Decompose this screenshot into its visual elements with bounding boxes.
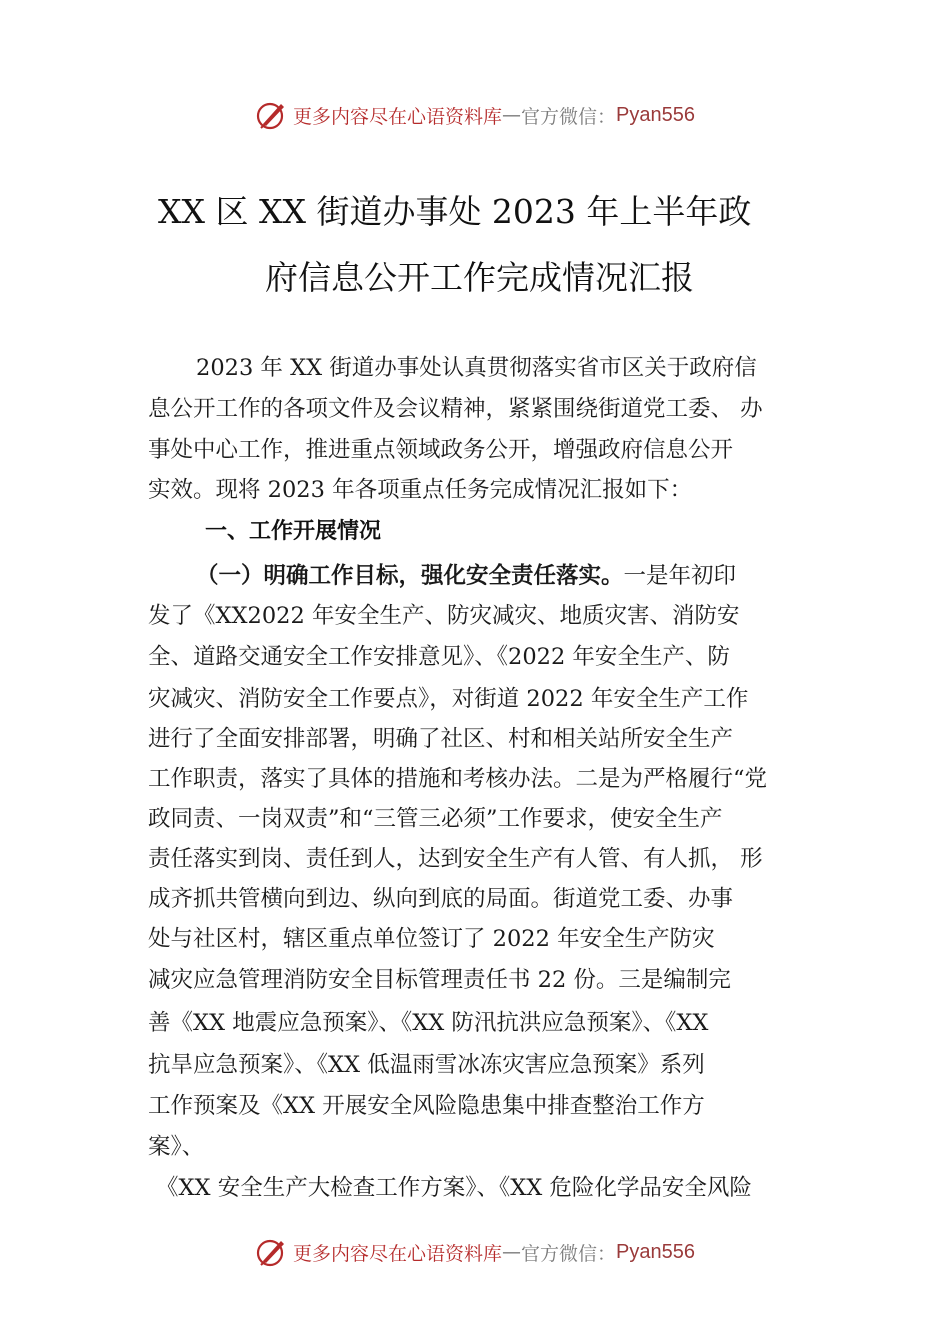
body-line: 实效。现将 2023 年各项重点任务完成情况汇报如下： [148, 477, 693, 503]
watermark-label: 官方微信： [521, 105, 617, 128]
body-line: 善《XX 地震应急预案》、《XX 防汛抗洪应急预案》、《XX [148, 1010, 709, 1036]
body-line: 进行了全面安排部署，明确了社区、村和相关站所安全生产 [148, 726, 734, 752]
watermark-separator: — [502, 104, 522, 126]
quill-logo-icon [255, 98, 289, 132]
watermark-label: 官方微信： [521, 1242, 617, 1265]
document-title-line-1: XX 区 XX 街道办事处 2023 年上半年政 [158, 192, 752, 231]
body-line: 事处中心工作，推进重点领域政务公开，增强政府信息公开 [148, 437, 734, 463]
section-heading: 一、工作开展情况 [205, 519, 382, 544]
body-line: 工作预案及《XX 开展安全风险隐患集中排查整治工作方 [148, 1093, 705, 1119]
subsection-line [196, 558, 736, 590]
watermark-main-text: 更多内容尽在心语资料库 [293, 1242, 503, 1265]
body-line: 工作职责，落实了具体的措施和考核办法。二是为严格履行“党 [148, 766, 768, 792]
watermark-main-text: 更多内容尽在心语资料库 [293, 105, 503, 128]
watermark-separator: — [502, 1241, 522, 1263]
body-line: 处与社区村，辖区重点单位签订了 2022 年安全生产防灾 [148, 926, 715, 952]
body-line: 减灾应急管理消防安全目标管理责任书 22 份。三是编制完 [148, 967, 731, 993]
watermark-wechat-id: Pyan556 [616, 103, 695, 126]
body-line: 责任落实到岗、责任到人，达到安全生产有人管、有人抓， 形 [148, 846, 763, 872]
body-line: 政同责、一岗双责”和“三管三必须”工作要求，使安全生产 [148, 806, 723, 832]
watermark-top [0, 95, 950, 135]
subsection-text: 一是年初印 [623, 563, 737, 589]
body-line: 全、道路交通安全工作安排意见》、《2022 年安全生产、防 [148, 644, 730, 670]
subsection-heading: （一）明确工作目标，强化安全责任落实。 [196, 563, 624, 589]
body-line: 案》、 [148, 1134, 205, 1160]
body-line: 息公开工作的各项文件及会议精神，紧紧围绕街道党工委、 办 [148, 396, 763, 422]
body-line: 发了《XX2022 年安全生产、防灾减灾、地质灾害、消防安 [148, 603, 740, 629]
body-line: 抗旱应急预案》、《XX 低温雨雪冰冻灾害应急预案》系列 [148, 1052, 705, 1078]
watermark-bottom [0, 1232, 950, 1272]
body-line: 成齐抓共管横向到边、纵向到底的局面。街道党工委、办事 [148, 886, 734, 912]
body-line: 《XX 安全生产大检查工作方案》、《XX 危险化学品安全风险 [156, 1175, 752, 1201]
document-title-line-2: 府信息公开工作完成情况汇报 [265, 258, 694, 297]
body-line: 灾减灾、消防安全工作要点》，对街道 2022 年安全生产工作 [148, 686, 749, 712]
body-line: 2023 年 XX 街道办事处认真贯彻落实省市区关于政府信 [196, 355, 757, 381]
watermark-wechat-id: Pyan556 [616, 1240, 695, 1263]
quill-logo-icon [255, 1235, 289, 1269]
